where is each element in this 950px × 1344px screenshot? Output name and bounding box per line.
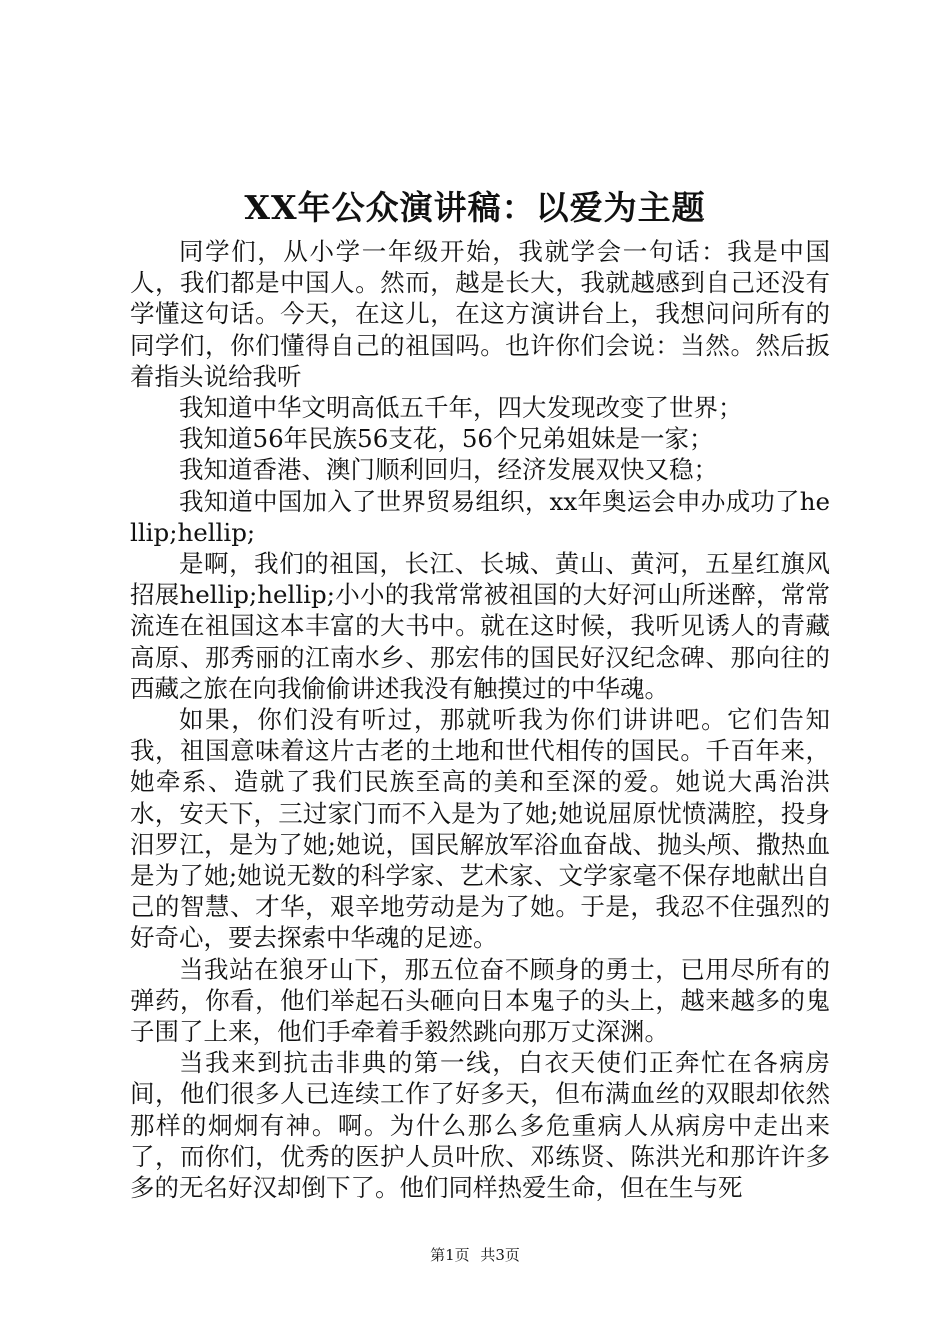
paragraph: 我知道中国加入了世界贸易组织，xx年奥运会申办成功了hellip;hellip; <box>130 486 830 547</box>
paragraph: 我知道56年民族56支花，56个兄弟姐妹是一家； <box>179 424 714 454</box>
page-number: 第1页 <box>430 1246 470 1264</box>
paragraph: 是啊，我们的祖国，长江、长城、黄山、黄河，五星红旗风招展hellip;hellip;小小的我常常被祖国的大好河山所迷醉，常常流连在祖国这本丰富的大书中。就在这时候，我听见诱人的青藏高原、那秀丽的江南水乡、那宏伟的国民好汉纪念碑、那向往的西藏之旅在向我偷偷讲述我没有触摸过的中华魂。 <box>130 549 830 703</box>
page-footer <box>0 1245 950 1265</box>
document-title: XX年公众演讲稿：以爱为主题 <box>244 188 706 227</box>
paragraph: 当我来到抗击非典的第一线，白衣天使们正奔忙在各病房间，他们很多人已连续工作了好多天，但布满血丝的双眼却依然那样的炯炯有神。啊。为什么那么多危重病人从病房中走出来了，而你们，优秀的医护人员叶欣、邓练贤、陈洪光和那许许多多的无名好汉却倒下了。他们同样热爱生命，但在生与死 <box>130 1048 830 1203</box>
paragraph: 如果，你们没有听过，那就听我为你们讲讲吧。它们告知我，祖国意味着这片古老的土地和世代相传的国民。千百年来，她牵系、造就了我们民族至高的美和至深的爱。她说大禹治洪水，安天下，三过家门而不入是为了她;她说屈原忧愤满腔，投身汨罗江，是为了她;她说，国民解放军浴血奋战、抛头颅、撒热血是为了她;她说无数的科学家、艺术家、文学家毫不保存地献出自己的智慧、才华，艰辛地劳动是为了她。于是，我忍不住强烈的好奇心，要去探索中华魂的足迹。 <box>130 705 830 953</box>
page-count: 共3页 <box>480 1246 520 1264</box>
paragraph: 当我站在狼牙山下，那五位奋不顾身的勇士，已用尽所有的弹药，你看，他们举起石头砸向日本鬼子的头上，越来越多的鬼子围了上来，他们手牵着手毅然跳向那万丈深渊。 <box>130 954 830 1047</box>
paragraph: 我知道香港、澳门顺利回归，经济发展双快又稳； <box>179 455 718 485</box>
paragraph: 同学们，从小学一年级开始，我就学会一句话：我是中国人，我们都是中国人。然而，越是长大，我就越感到自己还没有学懂这句话。今天，在这儿，在这方演讲台上，我想问问所有的同学们，你们懂得自己的祖国吗。也许你们会说：当然。然后扳着指头说给我听 <box>130 237 830 391</box>
paragraph: 我知道中华文明高低五千年，四大发现改变了世界； <box>179 393 743 423</box>
document-body <box>130 236 830 1203</box>
